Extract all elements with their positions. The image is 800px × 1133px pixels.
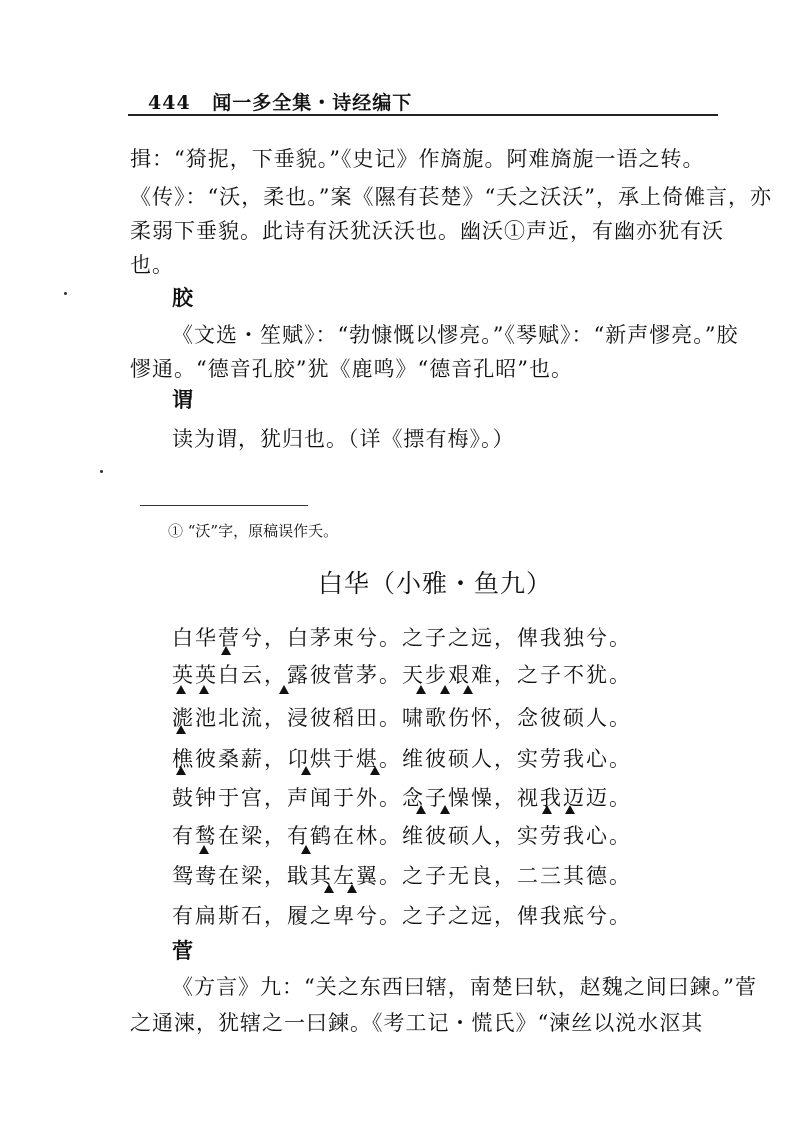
poem-title: 白华（小雅・鱼九） [318, 569, 553, 598]
rhyme-mark [221, 646, 231, 655]
heading-wei: 谓 [172, 387, 193, 412]
heading-jiao: 胶 [172, 285, 193, 310]
rhyme-mark [176, 685, 186, 694]
jiao-line-1: 《文选・笙赋》：“勃慷慨以憀亮。”《琴赋》：“新声憀亮。”胶 [172, 323, 739, 347]
rhyme-mark [199, 845, 209, 854]
footnote: ① “沃”字，原稿误作夭。 [168, 522, 339, 540]
heading-jian: 菅 [172, 938, 193, 963]
rhyme-mark [440, 805, 450, 814]
wei-line: 读为谓，犹归也。（详《摽有梅》。） [172, 427, 515, 451]
header-rule [128, 114, 718, 116]
rhyme-mark [176, 766, 186, 775]
rhyme-mark [324, 884, 334, 893]
rhyme-mark [416, 685, 426, 694]
poem-line-8: 有扁斯石，履之卑兮。之子之远，俾我疷兮。 [172, 904, 632, 928]
running-header [148, 88, 412, 115]
poem-line-3: 滮池北流，浸彼稻田。啸歌伤怀，念彼硕人。 [172, 706, 632, 730]
tail-line-1: 《方言》九：“关之东西曰辖，南楚曰轪，赵魏之间曰鍊。”菅 [172, 975, 757, 999]
poem-line-2: 英英白云，露彼菅茅。天步艰难，之子不犹。 [172, 663, 632, 687]
footnote-rule [140, 505, 308, 506]
rhyme-mark [463, 685, 473, 694]
speck [100, 470, 103, 473]
rhyme-mark [565, 805, 575, 814]
poem-line-1: 白华菅兮，白茅束兮。之子之远，俾我独兮。 [172, 626, 632, 650]
rhyme-mark [542, 805, 552, 814]
poem-line-6: 有鹙在梁，有鹤在林。维彼硕人，实劳我心。 [172, 824, 632, 848]
rhyme-mark [176, 725, 186, 734]
tail-line-2: 之通湅，犹辖之一曰鍊。《考工记・慌氏》“湅丝以涚水沤其 [130, 1011, 704, 1035]
body-line-2: 《传》：“沃，柔也。”案《隰有苌楚》“夭之沃沃”，承上倚傩言，亦 [130, 185, 772, 209]
rhyme-mark [370, 766, 380, 775]
running-title: 闻一多全集・诗经编下 [212, 92, 413, 114]
rhyme-mark [347, 884, 357, 893]
page-number: 444 [148, 92, 191, 114]
rhyme-mark [440, 685, 450, 694]
poem-line-5: 鼓钟于宫，声闻于外。念子懆懆，视我迈迈。 [172, 786, 632, 810]
poem-line-4: 樵彼桑薪，卬烘于煁。维彼硕人，实劳我心。 [172, 747, 632, 771]
rhyme-mark [279, 685, 289, 694]
poem-line-7: 鸳鸯在梁，戢其左翼。之子无良，二三其德。 [172, 864, 632, 888]
body-line-1: 揖：“猗抳，下垂貌。”《史记》作旖旎。阿难旖旎一语之转。 [130, 147, 705, 171]
body-line-3: 柔弱下垂貌。此诗有沃犹沃沃也。幽沃①声近，有幽亦犹有沃 [130, 219, 724, 243]
body-line-4: 也。 [130, 253, 174, 277]
rhyme-mark [301, 766, 311, 775]
rhyme-mark [416, 805, 426, 814]
rhyme-mark [301, 845, 311, 854]
jiao-line-2: 憀通。“德音孔胶”犹《鹿鸣》“德音孔昭”也。 [130, 357, 573, 381]
rhyme-mark [199, 685, 209, 694]
speck [64, 292, 67, 295]
